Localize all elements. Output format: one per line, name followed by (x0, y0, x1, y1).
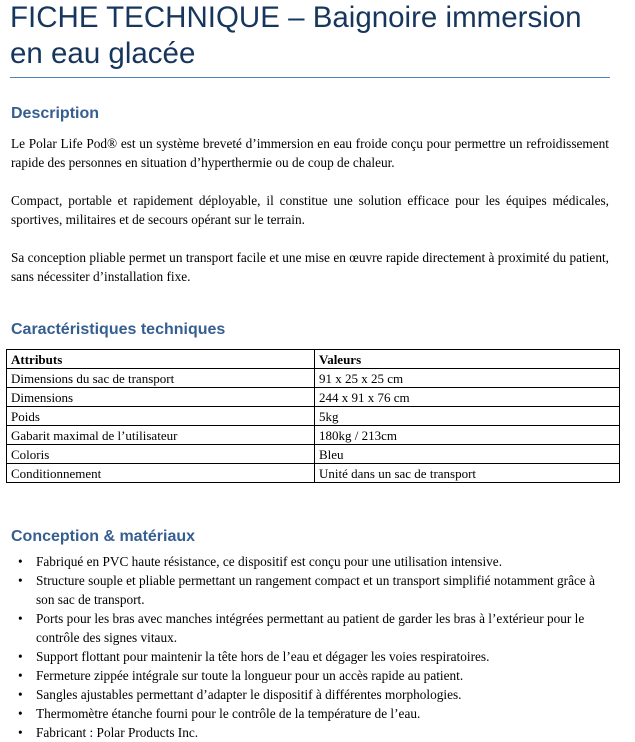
bullet-icon: • (18, 687, 23, 702)
specs-heading: Caractéristiques techniques (11, 321, 226, 338)
title-underline (10, 77, 610, 78)
description-heading: Description (11, 105, 100, 122)
list-item (18, 723, 608, 742)
list-item-text: Ports pour les bras avec manches intégrées permettant au patient de garder les bras à l’extérieur pour le contrôle des signes vitaux. (36, 611, 585, 645)
table-row (7, 445, 620, 464)
table-row (7, 464, 620, 483)
header-values: Valeurs (315, 350, 620, 369)
design-heading: Conception & matériaux (11, 528, 196, 545)
description-paragraph-1: Le Polar Life Pod® est un système breveté d’immersion en eau froide conçu pour permettre un refroidissement rapide des personnes en situation d’hyperthermie ou de coup de chaleur. (11, 136, 609, 170)
bullet-icon: • (18, 668, 23, 683)
cell-attribute: Gabarit maximal de l’utilisateur (7, 426, 315, 445)
list-item-text: Fabriqué en PVC haute résistance, ce dispositif est conçu pour une utilisation intensive. (36, 554, 503, 569)
cell-value: Unité dans un sac de transport (315, 464, 620, 483)
cell-attribute: Dimensions du sac de transport (7, 369, 315, 388)
table-row (7, 369, 620, 388)
design-bullet-list (18, 552, 608, 742)
bullet-icon: • (18, 706, 23, 721)
cell-value: Bleu (315, 445, 620, 464)
list-item-text: Support flottant pour maintenir la tête hors de l’eau et dégager les voies respiratoires. (36, 649, 490, 664)
cell-attribute: Conditionnement (7, 464, 315, 483)
list-item-text: Structure souple et pliable permettant un rangement compact et un transport simplifié notamment grâce à son sac de transport. (36, 573, 596, 607)
bullet-icon: • (18, 554, 23, 569)
list-item (18, 552, 608, 571)
description-paragraph-2: Compact, portable et rapidement déployable, il constitue une solution efficace pour les équipes médicales, sportives, militaires et de secours opérant sur le terrain. (11, 193, 609, 227)
list-item (18, 609, 608, 647)
specs-table (6, 349, 620, 483)
table-header-row (7, 350, 620, 369)
list-item (18, 647, 608, 666)
cell-attribute: Poids (7, 407, 315, 426)
bullet-icon: • (18, 573, 23, 588)
header-attributes: Attributs (7, 350, 315, 369)
bullet-icon: • (18, 611, 23, 626)
cell-attribute: Dimensions (7, 388, 315, 407)
list-item-text: Sangles ajustables permettant d’adapter le dispositif à différentes morphologies. (36, 687, 462, 702)
cell-attribute: Coloris (7, 445, 315, 464)
title-line-2: en eau glacée (10, 37, 196, 70)
bullet-icon: • (18, 725, 23, 740)
bullet-icon: • (18, 649, 23, 664)
cell-value: 244 x 91 x 76 cm (315, 388, 620, 407)
cell-value: 5kg (315, 407, 620, 426)
table-row (7, 426, 620, 445)
list-item-text: Fabricant : Polar Products Inc. (36, 725, 199, 740)
list-item (18, 571, 608, 609)
document-title (10, 0, 620, 72)
description-paragraph-3: Sa conception pliable permet un transport facile et une mise en œuvre rapide directement à proximité du patient, sans nécessiter d’installation fixe. (11, 250, 609, 284)
list-item (18, 666, 608, 685)
title-line-1: FICHE TECHNIQUE – Baignoire immersion (10, 1, 582, 34)
cell-value: 180kg / 213cm (315, 426, 620, 445)
table-row (7, 407, 620, 426)
list-item (18, 685, 608, 704)
list-item-text: Fermeture zippée intégrale sur toute la longueur pour un accès rapide au patient. (36, 668, 464, 683)
table-row (7, 388, 620, 407)
list-item (18, 704, 608, 723)
list-item-text: Thermomètre étanche fourni pour le contrôle de la température de l’eau. (36, 706, 421, 721)
cell-value: 91 x 25 x 25 cm (315, 369, 620, 388)
